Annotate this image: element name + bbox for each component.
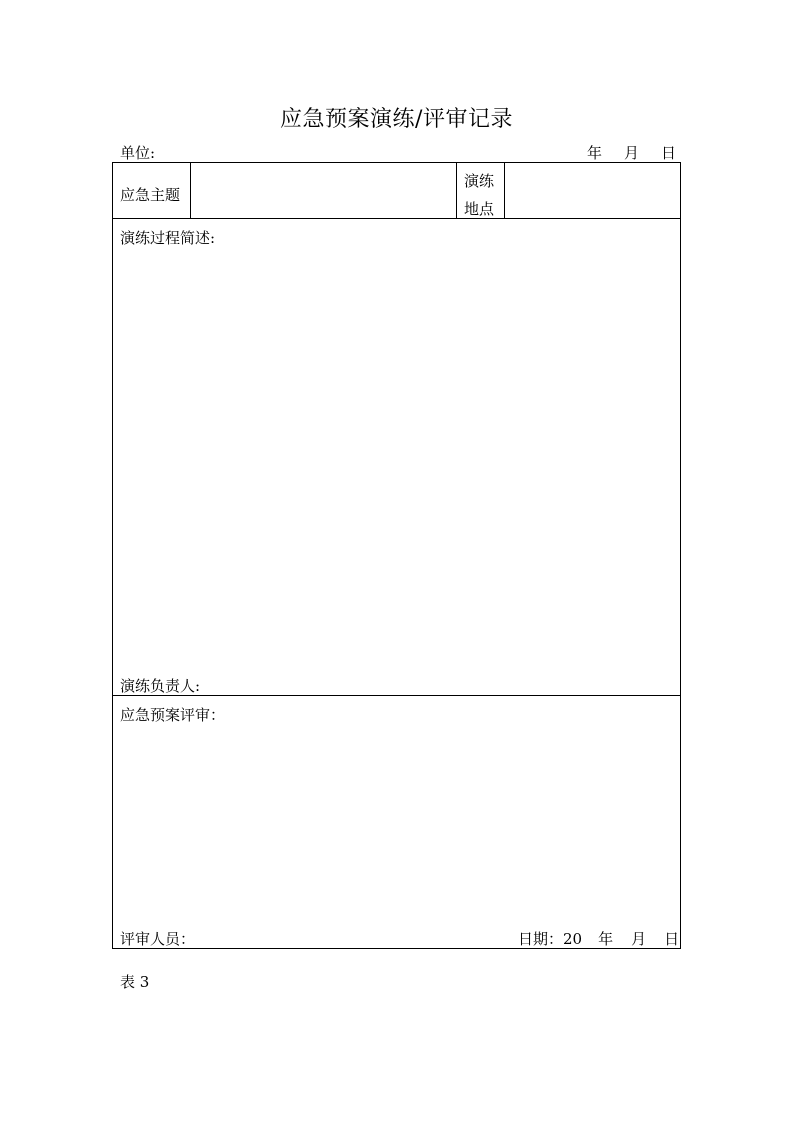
review-label: 应急预案评审： — [120, 706, 226, 724]
document-title: 应急预案演练/评审记录 — [280, 107, 513, 132]
location-value[interactable] — [506, 163, 679, 217]
header-day: 日 — [660, 144, 676, 162]
review-content[interactable] — [114, 728, 679, 918]
location-label-line2: 地点 — [464, 200, 495, 218]
location-divider-right — [504, 162, 505, 218]
header-month: 月 — [623, 144, 639, 162]
topic-label: 应急主题 — [120, 186, 181, 204]
header-date — [587, 142, 676, 163]
table-number: 表 3 — [120, 973, 150, 991]
location-label-line1: 演练 — [464, 172, 495, 190]
unit-label: 单位: — [120, 144, 156, 162]
review-date-prefix: 日期：20 — [518, 930, 583, 948]
review-day: 日 — [664, 930, 680, 948]
process-content[interactable] — [114, 250, 679, 670]
review-month: 月 — [631, 930, 647, 948]
topic-value[interactable] — [192, 163, 454, 217]
header-year: 年 — [586, 144, 602, 162]
review-date — [518, 928, 679, 949]
location-divider-left — [456, 162, 457, 218]
topic-divider — [190, 162, 191, 218]
review-year: 年 — [598, 930, 614, 948]
leader-label: 演练负责人: — [120, 677, 201, 695]
row-divider-1 — [112, 218, 681, 219]
reviewer-label: 评审人员： — [120, 930, 196, 948]
process-label: 演练过程简述: — [120, 229, 216, 247]
